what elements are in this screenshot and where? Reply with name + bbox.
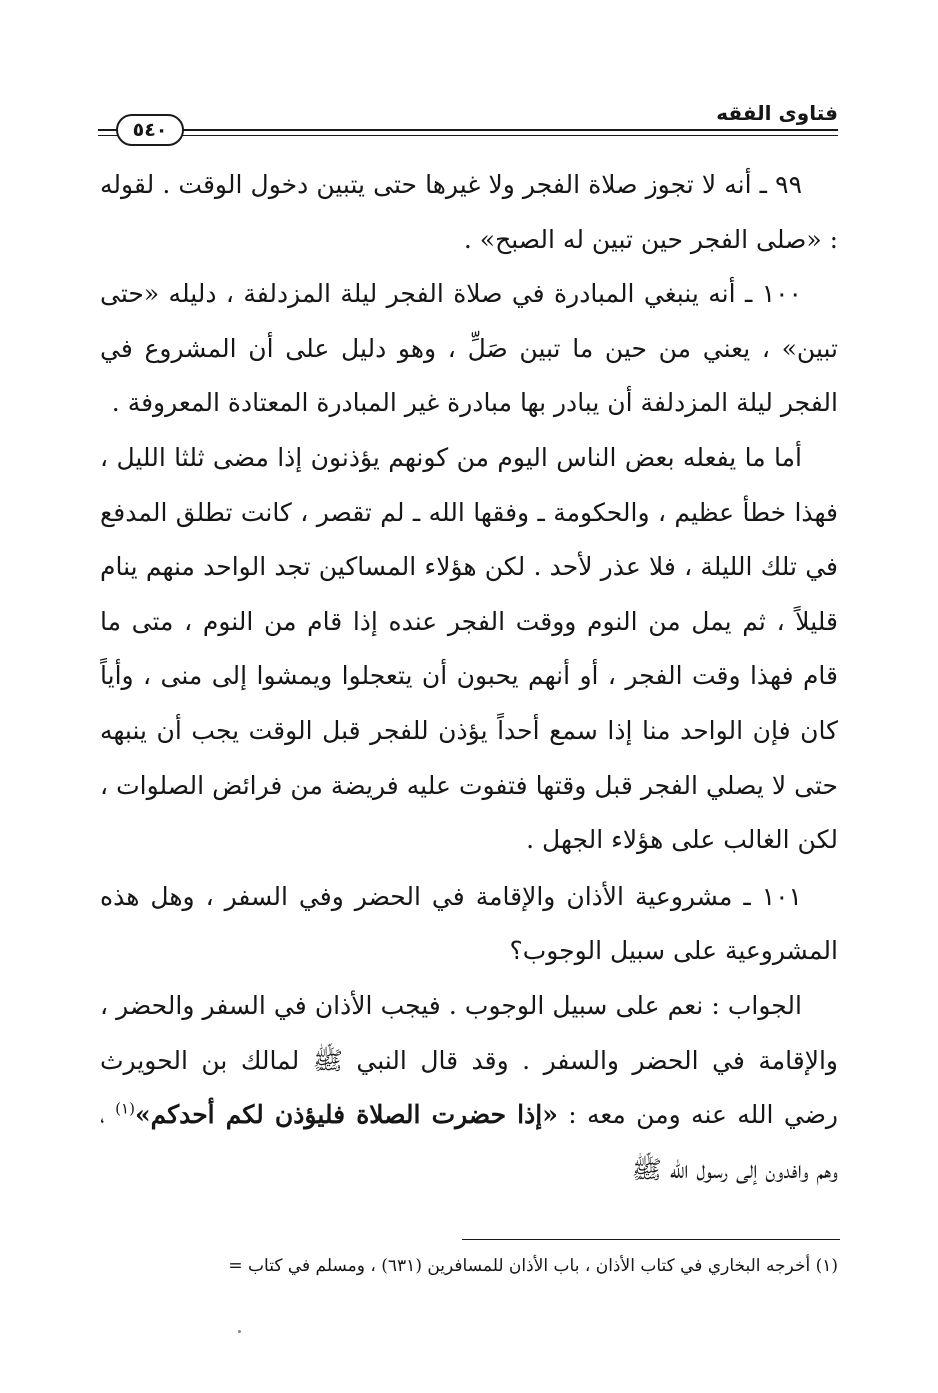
paragraph-100: ١٠٠ ـ أنه ينبغي المبادرة في صلاة الفجر ليلة المزدلفة ، دليله «حتى تبين» ، يعني من حين ما تبين صَلِّ ، وهو دليل على أن المشروع في الفجر ليلة المزدلفة أن يبادر بها مبادرة غير المبادرة المعتادة المعروفة . [100,279,838,418]
paragraph-commentary: أما ما يفعله بعض الناس اليوم من كونهم يؤذنون إذا مضى ثلثا الليل ، فهذا خطأ عظيم ، والحكومة ـ وفقها الله ـ لم تقصر ، كانت تطلق المدفع في تلك الليلة ، فلا عذر لأحد . لكن هؤلاء المساكين تجد الواحد منهم ينام قليلاً ، ثم يمل من النوم ووقت الفجر عنده إذا قام من النوم ، متى ما قام فهذا وقت الفجر ، أو أنهم يحبون أن يتعجلوا ويمشوا إلى منى ، وأياً كان فإن الواحد منا إذا سمع أحداً يؤذن للفجر قبل الوقت يجب أن ينبهه حتى لا يصلي الفجر قبل وقتها فتفوت عليه فريضة من فرائض الصلوات ، لكن الغالب على هؤلاء الجهل . [100,442,838,855]
footnote-reference[interactable]: (١) [115,1099,135,1118]
answer-tail: ، وهم وافدون إلى رسول الله ﷺ [100,1100,838,1184]
footnote-1: (١) أخرجه البخاري في كتاب الأذان ، باب الأذان للمسافرين (٦٣١) ، ومسلم في كتاب = [228,1256,838,1276]
footnote-divider [462,1239,840,1240]
running-header [98,100,838,140]
page-number: ٥٤٠ [116,114,184,146]
answer-lead: الجواب : نعم على سبيل الوجوب . فيجب الأذان في السفر والحضر ، والإقامة في الحضر والسفر . وقد قال النبي ﷺ لمالك بن الحويرث رضي الله عنه ومن معه : [100,990,839,1130]
hadith-quote: «إذا حضرت الصلاة فليؤذن لكم أحدكم» [134,1100,558,1130]
scan-speck [238,1330,241,1333]
header-rule-thin [98,135,838,136]
book-title: فتاوى الفقه [716,101,838,125]
main-text [100,158,838,1197]
paragraph-answer [100,979,838,1197]
paragraph-99: ٩٩ ـ أنه لا تجوز صلاة الفجر ولا غيرها حتى يتبين دخول الوقت . لقوله : «صلى الفجر حين تبين له الصبح» . [100,170,838,254]
paragraph-101-question: ١٠١ ـ مشروعية الأذان والإقامة في الحضر وفي السفر ، وهل هذه المشروعية على سبيل الوجوب؟ [100,881,838,966]
header-rule [98,129,838,131]
